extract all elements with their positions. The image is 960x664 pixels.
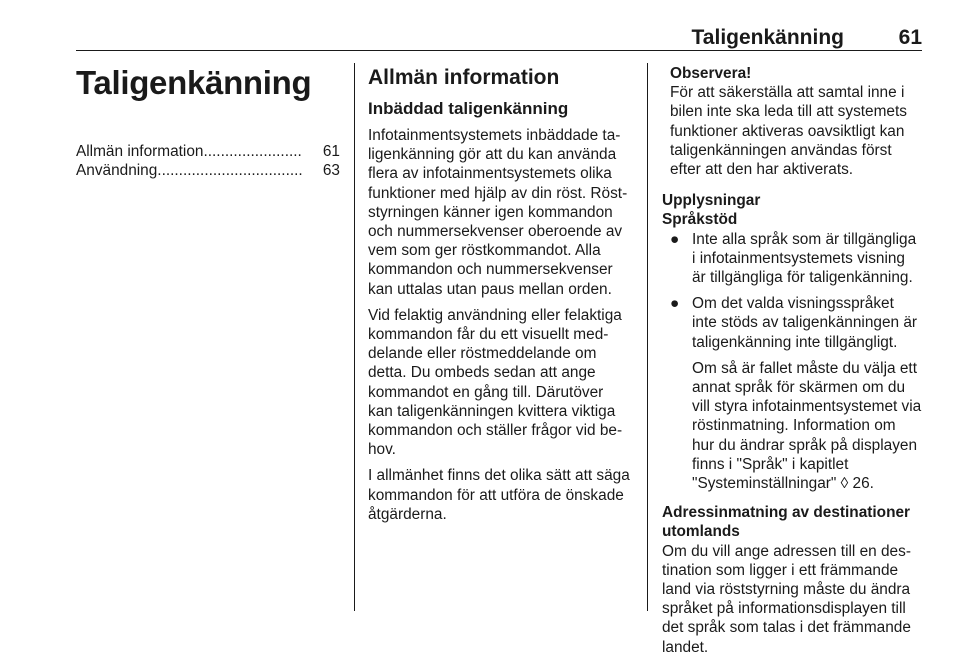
page-header [76, 26, 922, 52]
paragraph: I allmänhet finns det olika sätt att säga kommandon för att utföra de önskade åtgärderna. [368, 467, 630, 523]
header-rule [76, 50, 922, 51]
subsection-title: Inbäddad taligenkänning [368, 99, 569, 118]
paragraph: Vid felaktig användning eller felaktiga kommandon får du ett visuellt meddelande eller röstmeddelande om detta. Du ombeds sedan att ange kommandot en gång till. Därutöver kan taligenkänningen kvittera viktiga kommandon och ställer frågor vid behov. [368, 306, 623, 459]
address-text: Om du vill ange adressen till en destination som ligger i ett främmande land via röststyrning måste du ändra språket på informationsdisplayen till det språk som talas i det främmande landet. [662, 542, 911, 656]
column-divider-left [354, 63, 355, 611]
toc-page: 63 [322, 162, 340, 180]
bullet-text: Inte alla språk som är tillgängliga i infotainmentsystemets visning är tillgängliga för taligenkänning. [692, 230, 917, 287]
middle-column [368, 64, 632, 531]
right-column [662, 64, 922, 664]
info-title: Upplysningar [662, 192, 761, 210]
address-title: Adressinmatning av destinationer utomlands [662, 504, 911, 541]
bullet-text: Om det valda visningsspråket inte stöds av taligenkänningen är taligenkänning inte tillgängligt. [692, 295, 918, 351]
language-support-title: Språkstöd [662, 211, 738, 229]
note-text: För att säkerställa att samtal inne i bilen inte ska leda till att systemets funktioner aktiveras oavsiktligt kan taligenkänningen användas först efter att den har aktiverats. [670, 84, 907, 179]
column-divider-right [647, 63, 648, 611]
toc-entry[interactable] [76, 142, 340, 161]
toc-entry[interactable] [76, 161, 340, 180]
bullet-icon: ● [670, 295, 680, 313]
paragraph: Infotainmentsystemets inbäddade taligenkänning gör att du kan använda flera av infotainmentsystemets olika funktioner med hjälp av din röst. Röststyrningen känner igen kommandon och nummersekvenser oberoende av vem som ger röstkommandot. Alla kommandon och nummersekvenser kan uttalas utan paus mellan orden. [368, 127, 628, 298]
toc-label: Användning [76, 162, 158, 180]
running-title: Taligenkänning [691, 26, 844, 49]
bullet-icon: ● [670, 230, 680, 248]
toc-label: Allmän information [76, 143, 204, 160]
page-reference[interactable]: 26. [852, 475, 874, 493]
list-item [662, 230, 922, 288]
bullet-list [662, 230, 922, 352]
section-title: Allmän information [368, 66, 560, 89]
page-number: 61 [898, 26, 922, 49]
language-info-text: Om så är fallet måste du välja ett annat språk för skärmen om du vill styra infotainmentsystemet via röstinmatning. Information om hur du ändrar språk på displayen finns i "Språk" i kapitlet "Systeminställningar" [692, 359, 922, 493]
chapter-title: Taligenkänning [76, 64, 312, 101]
list-item [662, 294, 922, 352]
page-reference-icon: ◊ [840, 475, 849, 493]
language-info-paragraph [662, 359, 922, 493]
note-box [662, 64, 922, 179]
toc-leader: .................................. [157, 162, 303, 180]
toc-page: 61 [322, 143, 340, 160]
note-title: Observera! [670, 65, 752, 82]
toc-leader: ....................... [203, 143, 302, 160]
left-column [76, 64, 340, 180]
